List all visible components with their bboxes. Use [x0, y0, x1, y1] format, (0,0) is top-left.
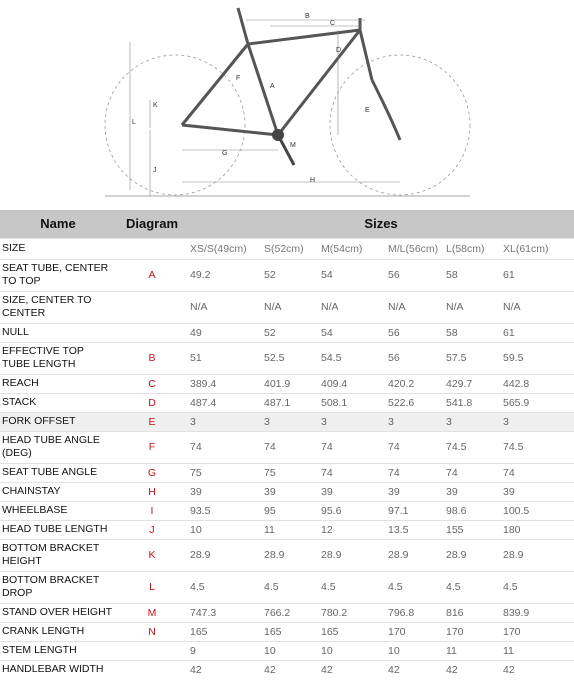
- row-value: 42: [188, 660, 262, 679]
- row-value: 49: [188, 323, 262, 342]
- row-value: 28.9: [386, 539, 444, 571]
- row-value: 165: [188, 622, 262, 641]
- row-value: 3: [386, 412, 444, 431]
- table-row: [0, 520, 574, 539]
- table-row: [0, 393, 574, 412]
- row-value: 52.5: [262, 342, 319, 374]
- table-row: [0, 342, 574, 374]
- row-value: 61: [501, 323, 574, 342]
- row-value: 11: [501, 641, 574, 660]
- row-value: 58: [444, 323, 501, 342]
- row-value: 42: [319, 660, 386, 679]
- row-value: 4.5: [262, 571, 319, 603]
- letter-a: A: [270, 83, 275, 90]
- table-row: [0, 501, 574, 520]
- table-row: [0, 571, 574, 603]
- row-value: 170: [386, 622, 444, 641]
- frame-tubes: [182, 30, 400, 140]
- row-value: 11: [262, 520, 319, 539]
- row-value: 74.5: [501, 431, 574, 463]
- row-value: 49.2: [188, 259, 262, 291]
- row-value: 74: [386, 431, 444, 463]
- row-name: SEAT TUBE ANGLE: [0, 463, 116, 482]
- row-value: 56: [386, 323, 444, 342]
- row-value: 13.5: [386, 520, 444, 539]
- row-value: 10: [386, 641, 444, 660]
- row-value: 56: [386, 259, 444, 291]
- row-diagram-letter: J: [116, 520, 188, 539]
- size-row: [0, 238, 574, 259]
- geometry-table: [0, 210, 574, 679]
- row-value: 3: [501, 412, 574, 431]
- row-name: REACH: [0, 374, 116, 393]
- row-value: 52: [262, 259, 319, 291]
- row-value: 420.2: [386, 374, 444, 393]
- letter-k: K: [153, 102, 158, 109]
- letter-l: L: [132, 119, 136, 126]
- row-diagram-letter: F: [116, 431, 188, 463]
- row-value: 780.2: [319, 603, 386, 622]
- row-diagram-letter: H: [116, 482, 188, 501]
- row-value: 10: [262, 641, 319, 660]
- row-value: 39: [319, 482, 386, 501]
- row-value: 839.9: [501, 603, 574, 622]
- row-value: 28.9: [262, 539, 319, 571]
- row-value: 74: [444, 463, 501, 482]
- table-row: [0, 482, 574, 501]
- row-value: 52: [262, 323, 319, 342]
- header-name: Name: [0, 210, 116, 238]
- row-value: 4.5: [319, 571, 386, 603]
- row-value: 75: [262, 463, 319, 482]
- letter-c: C: [330, 20, 336, 27]
- row-value: N/A: [444, 291, 501, 323]
- size-diagram: [116, 238, 188, 259]
- letter-e: E: [365, 107, 370, 114]
- table-row: [0, 641, 574, 660]
- size-m: M(54cm): [319, 238, 386, 259]
- row-name: SEAT TUBE, CENTER TO TOP: [0, 259, 116, 291]
- letter-d: D: [336, 47, 342, 54]
- row-value: 10: [319, 641, 386, 660]
- row-value: 401.9: [262, 374, 319, 393]
- size-xs-s: XS/S(49cm): [188, 238, 262, 259]
- row-diagram-letter: [116, 641, 188, 660]
- table-row: [0, 603, 574, 622]
- diagram-letters: [132, 13, 370, 184]
- header-sizes: Sizes: [188, 210, 574, 238]
- row-value: 3: [262, 412, 319, 431]
- table-row: [0, 539, 574, 571]
- row-value: 4.5: [501, 571, 574, 603]
- letter-j: J: [153, 167, 157, 174]
- size-s: S(52cm): [262, 238, 319, 259]
- table-row: [0, 291, 574, 323]
- row-value: 170: [501, 622, 574, 641]
- row-name: HEAD TUBE LENGTH: [0, 520, 116, 539]
- size-label: SIZE: [0, 238, 116, 259]
- row-name: BOTTOM BRACKET HEIGHT: [0, 539, 116, 571]
- row-name: CHAINSTAY: [0, 482, 116, 501]
- row-diagram-letter: C: [116, 374, 188, 393]
- letter-f: F: [236, 75, 241, 82]
- row-name: STAND OVER HEIGHT: [0, 603, 116, 622]
- row-diagram-letter: A: [116, 259, 188, 291]
- size-m-l: M/L(56cm): [386, 238, 444, 259]
- row-value: 97.1: [386, 501, 444, 520]
- rear-wheel-outline: [105, 55, 245, 195]
- row-value: 42: [501, 660, 574, 679]
- row-value: 54.5: [319, 342, 386, 374]
- size-l: L(58cm): [444, 238, 501, 259]
- row-value: 74: [501, 463, 574, 482]
- row-value: 522.6: [386, 393, 444, 412]
- row-value: 3: [444, 412, 501, 431]
- bike-geometry-diagram: [0, 0, 574, 210]
- row-name: HEAD TUBE ANGLE (DEG): [0, 431, 116, 463]
- row-value: 39: [444, 482, 501, 501]
- row-diagram-letter: N: [116, 622, 188, 641]
- row-name: CRANK LENGTH: [0, 622, 116, 641]
- row-value: 389.4: [188, 374, 262, 393]
- row-value: 100.5: [501, 501, 574, 520]
- row-value: 28.9: [319, 539, 386, 571]
- row-value: 59.5: [501, 342, 574, 374]
- row-value: 39: [262, 482, 319, 501]
- seatpost: [238, 8, 248, 44]
- row-value: 155: [444, 520, 501, 539]
- row-value: 42: [444, 660, 501, 679]
- row-value: 10: [188, 520, 262, 539]
- table-row: [0, 431, 574, 463]
- row-name: WHEELBASE: [0, 501, 116, 520]
- row-diagram-letter: L: [116, 571, 188, 603]
- row-value: 11: [444, 641, 501, 660]
- row-value: 54: [319, 259, 386, 291]
- bike-geometry-svg: [0, 0, 574, 210]
- row-value: 796.8: [386, 603, 444, 622]
- size-xl: XL(61cm): [501, 238, 574, 259]
- row-value: 39: [501, 482, 574, 501]
- row-value: 57.5: [444, 342, 501, 374]
- row-value: 4.5: [444, 571, 501, 603]
- row-diagram-letter: [116, 660, 188, 679]
- row-value: 28.9: [444, 539, 501, 571]
- row-value: 747.3: [188, 603, 262, 622]
- row-value: 487.4: [188, 393, 262, 412]
- row-value: 487.1: [262, 393, 319, 412]
- row-value: 409.4: [319, 374, 386, 393]
- row-diagram-letter: D: [116, 393, 188, 412]
- row-diagram-letter: [116, 291, 188, 323]
- row-value: 93.5: [188, 501, 262, 520]
- row-value: 12: [319, 520, 386, 539]
- row-value: N/A: [262, 291, 319, 323]
- row-name: NULL: [0, 323, 116, 342]
- row-name: SIZE, CENTER TO CENTER: [0, 291, 116, 323]
- table-row: [0, 622, 574, 641]
- letter-h: H: [310, 177, 316, 184]
- row-diagram-letter: [116, 323, 188, 342]
- row-value: 9: [188, 641, 262, 660]
- row-value: 165: [262, 622, 319, 641]
- dimension-lines: [130, 20, 400, 196]
- row-name: BOTTOM BRACKET DROP: [0, 571, 116, 603]
- row-name: STEM LENGTH: [0, 641, 116, 660]
- row-value: 816: [444, 603, 501, 622]
- row-value: 95.6: [319, 501, 386, 520]
- row-value: 170: [444, 622, 501, 641]
- row-value: 165: [319, 622, 386, 641]
- row-value: 98.6: [444, 501, 501, 520]
- row-diagram-letter: K: [116, 539, 188, 571]
- row-name: STACK: [0, 393, 116, 412]
- row-value: 442.8: [501, 374, 574, 393]
- row-value: 3: [188, 412, 262, 431]
- row-value: 766.2: [262, 603, 319, 622]
- table-row: [0, 463, 574, 482]
- row-value: 42: [386, 660, 444, 679]
- crank-arm: [278, 135, 294, 165]
- row-value: 39: [188, 482, 262, 501]
- row-value: 54: [319, 323, 386, 342]
- row-value: 61: [501, 259, 574, 291]
- row-value: 95: [262, 501, 319, 520]
- table-row: [0, 412, 574, 431]
- row-value: 4.5: [386, 571, 444, 603]
- table-row: [0, 323, 574, 342]
- table-header-row: [0, 210, 574, 238]
- table-row: [0, 374, 574, 393]
- row-value: 58: [444, 259, 501, 291]
- row-value: 180: [501, 520, 574, 539]
- row-value: 42: [262, 660, 319, 679]
- row-value: N/A: [386, 291, 444, 323]
- row-value: 28.9: [188, 539, 262, 571]
- letter-b: B: [305, 13, 310, 20]
- row-value: 74.5: [444, 431, 501, 463]
- row-value: 429.7: [444, 374, 501, 393]
- row-name: FORK OFFSET: [0, 412, 116, 431]
- row-value: 51: [188, 342, 262, 374]
- row-value: 565.9: [501, 393, 574, 412]
- row-value: 541.8: [444, 393, 501, 412]
- row-value: 39: [386, 482, 444, 501]
- letter-g: G: [222, 150, 228, 157]
- row-value: 3: [319, 412, 386, 431]
- row-value: 508.1: [319, 393, 386, 412]
- row-diagram-letter: I: [116, 501, 188, 520]
- row-diagram-letter: B: [116, 342, 188, 374]
- row-value: N/A: [501, 291, 574, 323]
- row-diagram-letter: E: [116, 412, 188, 431]
- row-value: 74: [386, 463, 444, 482]
- row-value: 74: [188, 431, 262, 463]
- letter-m: M: [290, 142, 296, 149]
- header-diagram: Diagram: [116, 210, 188, 238]
- row-value: 74: [319, 431, 386, 463]
- row-value: 74: [319, 463, 386, 482]
- row-value: N/A: [319, 291, 386, 323]
- table-row: [0, 660, 574, 679]
- front-wheel-outline: [330, 55, 470, 195]
- row-value: 56: [386, 342, 444, 374]
- row-name: HANDLEBAR WIDTH: [0, 660, 116, 679]
- row-diagram-letter: G: [116, 463, 188, 482]
- table-row: [0, 259, 574, 291]
- table-body: [0, 238, 574, 679]
- row-value: 4.5: [188, 571, 262, 603]
- row-diagram-letter: M: [116, 603, 188, 622]
- row-value: 28.9: [501, 539, 574, 571]
- row-name: EFFECTIVE TOP TUBE LENGTH: [0, 342, 116, 374]
- row-value: N/A: [188, 291, 262, 323]
- row-value: 74: [262, 431, 319, 463]
- row-value: 75: [188, 463, 262, 482]
